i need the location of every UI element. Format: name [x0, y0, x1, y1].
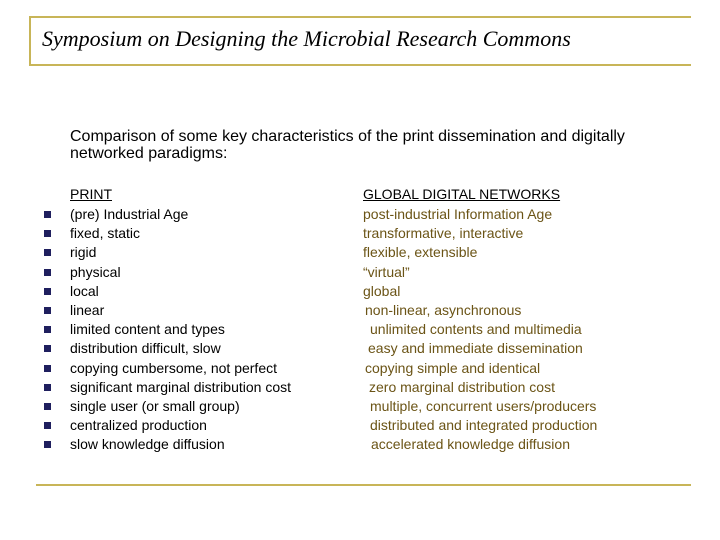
- bullet-icon: [44, 422, 51, 429]
- digital-item: unlimited contents and multimedia: [370, 321, 582, 338]
- list-item: [0, 416, 720, 435]
- digital-item: “virtual”: [363, 263, 410, 280]
- list-item: [0, 224, 720, 243]
- slide-title: Symposium on Designing the Microbial Research Commons: [42, 26, 571, 51]
- bullet-icon: [44, 441, 51, 448]
- digital-item: accelerated knowledge diffusion: [371, 436, 570, 453]
- bottom-rule: [36, 484, 691, 486]
- print-item: distribution difficult, slow: [70, 340, 221, 357]
- bullet-icon: [44, 211, 51, 218]
- list-item: [0, 243, 720, 262]
- list-item: [0, 320, 720, 339]
- digital-item: zero marginal distribution cost: [369, 378, 555, 395]
- left-rule: [29, 16, 31, 66]
- print-item: copying cumbersome, not perfect: [70, 359, 277, 376]
- print-item: limited content and types: [70, 321, 225, 338]
- title-rule: [29, 64, 691, 66]
- digital-item: easy and immediate dissemination: [368, 340, 583, 357]
- list-item: [0, 339, 720, 358]
- list-item: [0, 435, 720, 454]
- digital-item: copying simple and identical: [365, 359, 541, 376]
- digital-item: global: [363, 282, 401, 299]
- bullet-icon: [44, 345, 51, 352]
- print-item: physical: [70, 263, 121, 280]
- print-item: rigid: [70, 244, 97, 261]
- bullet-icon: [44, 249, 51, 256]
- print-item: centralized production: [70, 417, 207, 434]
- bullet-icon: [44, 403, 51, 410]
- digital-item: post-industrial Information Age: [363, 206, 553, 222]
- digital-item: flexible, extensible: [363, 244, 478, 261]
- bullet-icon: [44, 384, 51, 391]
- bullet-icon: [44, 365, 51, 372]
- print-item: local: [70, 282, 99, 299]
- list-item: [0, 282, 720, 301]
- print-item: fixed, static: [70, 225, 141, 242]
- list-item: [0, 378, 720, 397]
- bullet-icon: [44, 269, 51, 276]
- digital-header: GLOBAL DIGITAL NETWORKS: [363, 186, 561, 202]
- print-item: significant marginal distribution cost: [70, 378, 291, 395]
- bullet-icon: [44, 307, 51, 314]
- print-item: (pre) Industrial Age: [70, 206, 189, 222]
- list-item: [0, 359, 720, 378]
- intro-text: Comparison of some key characteristics of the print dissemination and digitally networked paradigms:: [70, 128, 625, 162]
- digital-item: distributed and integrated production: [370, 417, 598, 434]
- comparison-list: [0, 205, 720, 454]
- print-item: single user (or small group): [70, 397, 240, 414]
- bullet-icon: [44, 288, 51, 295]
- print-item: linear: [70, 301, 105, 318]
- digital-item: non-linear, asynchronous: [365, 301, 522, 318]
- print-header: PRINT: [70, 186, 112, 202]
- digital-item: transformative, interactive: [363, 225, 524, 242]
- print-item: slow knowledge diffusion: [70, 436, 225, 453]
- list-item: [0, 205, 720, 224]
- list-item: [0, 263, 720, 282]
- top-rule: [29, 16, 691, 18]
- list-item: [0, 397, 720, 416]
- digital-item: multiple, concurrent users/producers: [370, 397, 597, 414]
- list-item: [0, 301, 720, 320]
- bullet-icon: [44, 230, 51, 237]
- bullet-icon: [44, 326, 51, 333]
